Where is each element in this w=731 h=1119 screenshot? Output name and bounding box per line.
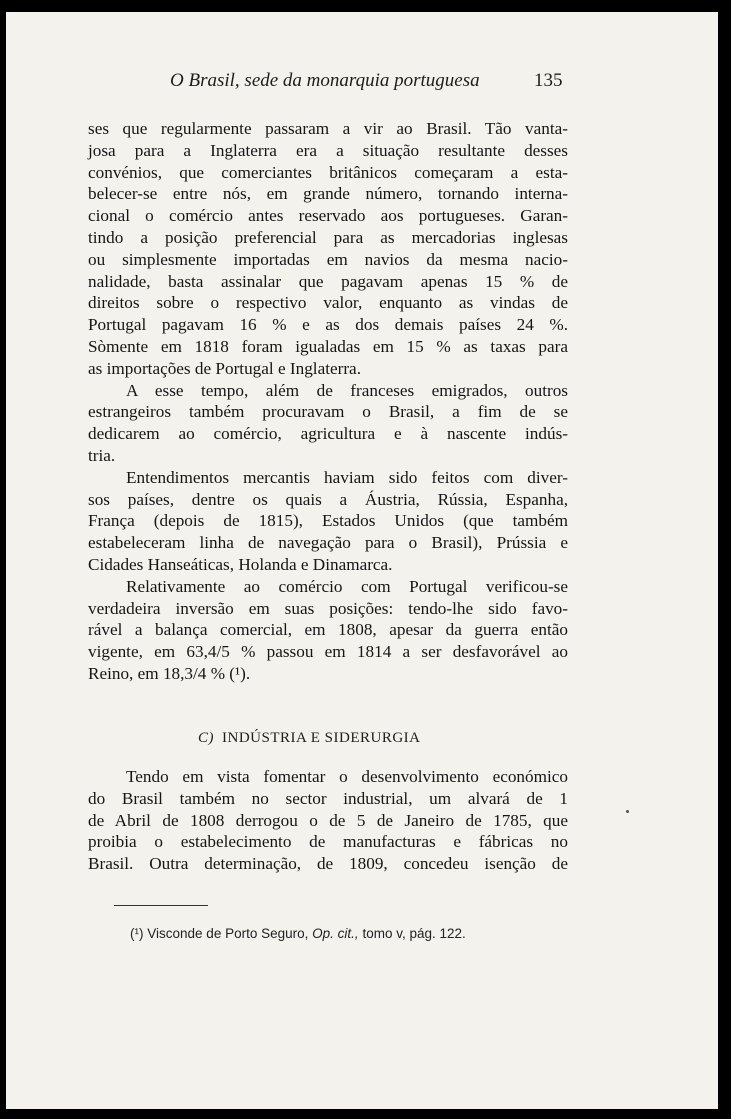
page-number: 135 bbox=[534, 70, 563, 91]
text-line: A esse tempo, além de franceses emigrados, outros bbox=[126, 380, 568, 400]
text-line: josa para a Inglaterra era a situação resultante desses bbox=[88, 140, 568, 160]
text-line: as importações de Portugal e Inglaterra. bbox=[88, 358, 361, 378]
text-line: Brasil. Outra determinação, de 1809, concedeu isenção de bbox=[88, 854, 568, 874]
text-line: dedicarem ao comércio, agricultura e à nascente indús- bbox=[88, 424, 568, 444]
running-title: O Brasil, sede da monarquia portuguesa bbox=[170, 70, 480, 91]
text-line: verdadeira inversão em suas posições: tendo-lhe sido favo- bbox=[88, 598, 568, 618]
text-line: sos países, dentre os quais a Áustria, Rússia, Espanha, bbox=[88, 489, 568, 509]
text-line: estabeleceram linha de navegação para o Brasil), Prússia e bbox=[88, 533, 568, 553]
footnote-work: Op. cit., bbox=[312, 926, 359, 941]
text-line: convénios, que comerciantes britânicos começaram a esta- bbox=[88, 162, 568, 182]
text-line: do Brasil também no sector industrial, um alvará de 1 bbox=[88, 788, 568, 808]
footnote-author: Visconde de Porto Seguro, bbox=[147, 926, 309, 941]
text-line: Cidades Hanseáticas, Holanda e Dinamarca. bbox=[88, 554, 393, 574]
text-line: Tendo em vista fomentar o desenvolvimento económico bbox=[126, 767, 568, 786]
book-page bbox=[6, 12, 718, 1109]
footnote-marker: (¹) bbox=[130, 926, 144, 941]
text-line: belecer-se entre nós, em grande número, tornando interna- bbox=[88, 184, 568, 204]
text-line: estrangeiros também procuravam o Brasil, a fim de se bbox=[88, 402, 568, 422]
text-line: Portugal pagavam 16 % e as dos demais países 24 %. bbox=[88, 315, 568, 335]
text-line: tindo a posição preferencial para as mercadorias inglesas bbox=[88, 227, 568, 247]
text-line: vigente, em 63,4/5 % passou em 1814 a ser desfavorável ao bbox=[88, 642, 568, 662]
body-text bbox=[88, 118, 568, 685]
text-line: Relativamente ao comércio com Portugal verificou-se bbox=[126, 576, 568, 596]
ink-speck bbox=[626, 810, 629, 813]
text-line: cional o comércio antes reservado aos portugueses. Garan- bbox=[88, 206, 568, 226]
footnote-rest: tomo v, pág. 122. bbox=[362, 926, 466, 941]
text-line: proibia o estabelecimento de manufacturas e fábricas no bbox=[88, 832, 568, 852]
text-line: Sòmente em 1818 foram igualadas em 15 % as taxas para bbox=[88, 336, 568, 356]
text-line: Entendimentos mercantis haviam sido feitos com diver- bbox=[126, 467, 568, 487]
section-letter: C) bbox=[198, 730, 214, 746]
text-line: França (depois de 1815), Estados Unidos (que também bbox=[88, 511, 568, 531]
text-line: tria. bbox=[88, 445, 116, 465]
text-line: ou simplesmente importadas em navios da mesma nacio- bbox=[88, 249, 568, 269]
section-heading bbox=[198, 730, 421, 747]
footnote bbox=[130, 926, 466, 941]
footnote-rule bbox=[114, 905, 208, 906]
section-text bbox=[88, 766, 568, 875]
text-line: ses que regularmente passaram a vir ao Brasil. Tão vanta- bbox=[88, 119, 568, 138]
text-line: rável a balança comercial, em 1808, apesar da guerra então bbox=[88, 620, 568, 640]
text-line: nalidade, basta assinalar que pagavam apenas 15 % de bbox=[88, 271, 568, 291]
text-line: de Abril de 1808 derrogou o de 5 de Janeiro de 1785, que bbox=[88, 810, 568, 830]
text-line: direitos sobre o respectivo valor, enquanto as vindas de bbox=[88, 293, 568, 313]
text-line: Reino, em 18,3/4 % (¹). bbox=[88, 663, 251, 683]
section-title: INDÚSTRIA E SIDERURGIA bbox=[222, 730, 421, 746]
